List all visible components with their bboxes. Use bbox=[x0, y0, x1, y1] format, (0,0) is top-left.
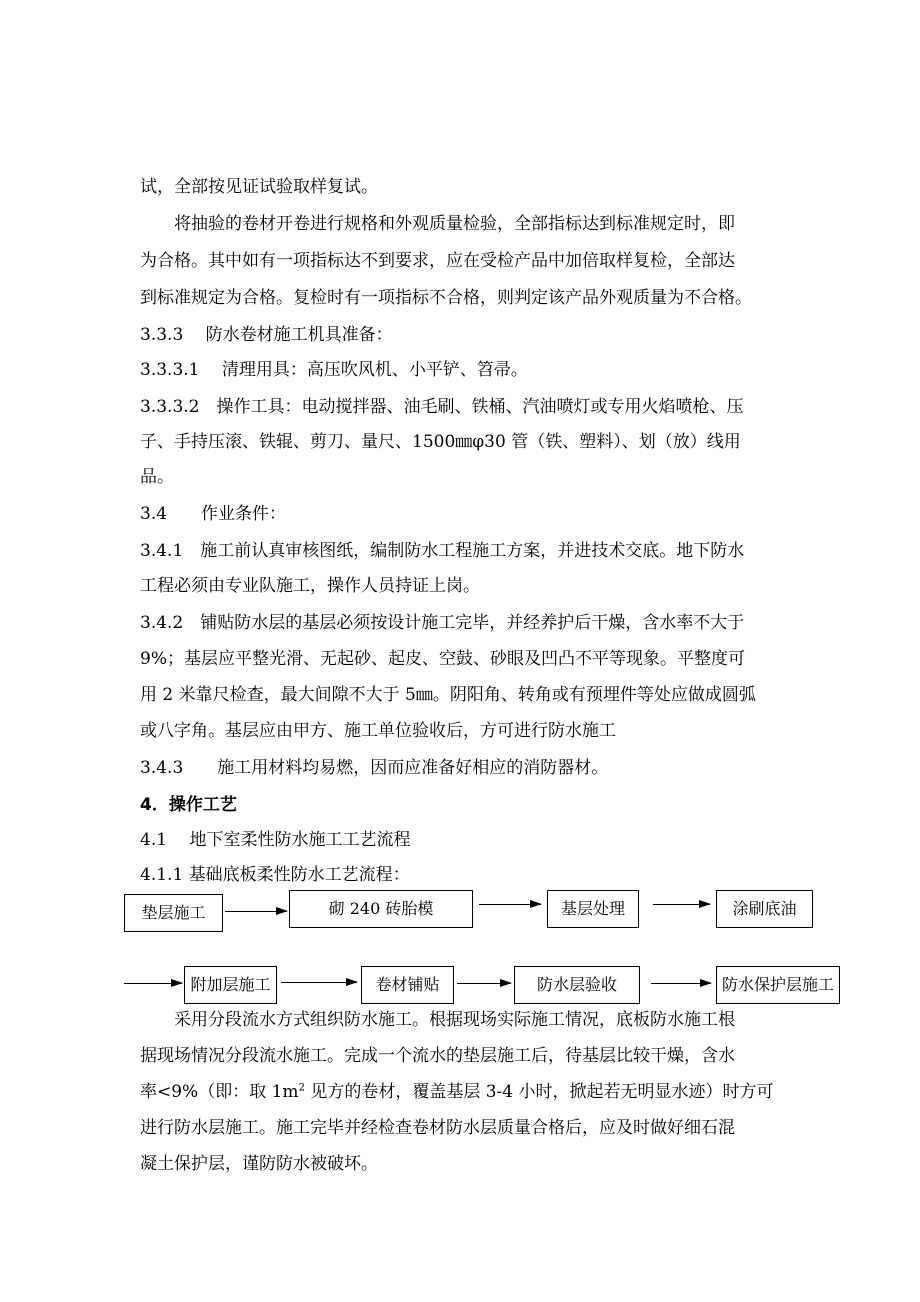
flow-step-7 bbox=[514, 966, 640, 1004]
flow-arrow-icon bbox=[457, 983, 511, 984]
paragraph-line: 工程必须由专业队施工，操作人员持证上岗。 bbox=[140, 576, 480, 596]
superscript: 2 bbox=[298, 1082, 305, 1094]
paragraph-line: 子、手持压滚、铁辊、剪刀、量尺、1500㎜φ30 管（铁、塑料）、划（放）线用 bbox=[140, 432, 741, 452]
text-run: 率<9%（即：取 1m bbox=[140, 1082, 299, 1102]
paragraph-line: 将抽验的卷材开卷进行规格和外观质量检验，全部指标达到标准规定时，即 bbox=[174, 214, 735, 234]
section-3-4-3: 3.4.3 施工用材料均易燃，因而应准备好相应的消防器材。 bbox=[140, 758, 609, 778]
flow-arrow-icon bbox=[479, 904, 541, 905]
flow-step-label: 垫层施工 bbox=[141, 903, 206, 922]
flow-arrow-icon bbox=[281, 982, 357, 983]
section-heading-3-4: 3.4 作业条件： bbox=[140, 504, 287, 524]
paragraph-line: 凝土保护层，谨防防水被破坏。 bbox=[140, 1154, 378, 1174]
flow-arrow-icon bbox=[124, 983, 182, 984]
paragraph-line bbox=[140, 1080, 774, 1104]
flow-step-2 bbox=[289, 890, 473, 928]
flow-step-4 bbox=[716, 890, 813, 928]
flow-step-8 bbox=[716, 966, 840, 1004]
flow-step-6 bbox=[361, 966, 454, 1004]
section-3-3-3-1: 3.3.3.1 清理用具：高压吹风机、小平铲、笤帚。 bbox=[140, 360, 528, 380]
paragraph-line: 试，全部按见证试验取样复试。 bbox=[140, 177, 378, 197]
section-heading-3-3-3: 3.3.3 防水卷材施工机具准备： bbox=[140, 325, 393, 345]
paragraph-line: 到标准规定为合格。复检时有一项指标不合格，则判定该产品外观质量为不合格。 bbox=[140, 288, 752, 308]
paragraph-line: 采用分段流水方式组织防水施工。根据现场实际施工情况，底板防水施工根 bbox=[174, 1010, 735, 1030]
paragraph-line: 3.4.1 施工前认真审核图纸，编制防水工程施工方案，并进技术交底。地下防水 bbox=[140, 541, 745, 561]
paragraph-line: 品。 bbox=[140, 467, 174, 487]
paragraph-line: 或八字角。基层应由甲方、施工单位验收后，方可进行防水施工 bbox=[140, 721, 616, 741]
section-heading-4-1: 4.1 地下室柔性防水施工工艺流程 bbox=[140, 830, 411, 850]
flow-arrow-icon bbox=[653, 904, 710, 905]
flow-step-3 bbox=[547, 890, 639, 928]
paragraph-line: 据现场情况分段流水施工。完成一个流水的垫层施工后，待基层比较干燥，含水 bbox=[140, 1046, 735, 1066]
flow-step-1 bbox=[124, 894, 223, 932]
chapter-heading-4: 4．操作工艺 bbox=[140, 795, 237, 815]
flow-step-label: 防水保护层施工 bbox=[721, 975, 834, 994]
flow-arrow-icon bbox=[225, 911, 287, 912]
flow-step-label: 砌 240 砖胎模 bbox=[328, 899, 434, 918]
section-heading-4-1-1: 4.1.1 基础底板柔性防水工艺流程： bbox=[140, 865, 410, 885]
paragraph-line: 为合格。其中如有一项指标达不到要求，应在受检产品中加倍取样复检，全部达 bbox=[140, 251, 735, 271]
paragraph-line: 9%；基层应平整光滑、无起砂、起皮、空鼓、砂眼及凹凸不平等现象。平整度可 bbox=[140, 649, 745, 669]
paragraph-line: 3.3.3.2 操作工具：电动搅拌器、油毛刷、铁桶、汽油喷灯或专用火焰喷枪、压 bbox=[140, 397, 744, 417]
flow-arrow-icon bbox=[651, 983, 711, 984]
text-run: 见方的卷材，覆盖基层 3-4 小时，掀起若无明显水迹）时方可 bbox=[304, 1082, 774, 1102]
paragraph-line: 进行防水层施工。施工完毕并经检查卷材防水层质量合格后，应及时做好细石混 bbox=[140, 1118, 735, 1138]
flow-step-5 bbox=[184, 966, 277, 1004]
flow-step-label: 卷材铺贴 bbox=[375, 975, 440, 994]
flow-step-label: 基层处理 bbox=[560, 899, 625, 918]
flow-step-label: 附加层施工 bbox=[190, 975, 271, 994]
flow-step-label: 涂刷底油 bbox=[732, 899, 797, 918]
paragraph-line: 3.4.2 铺贴防水层的基层必须按设计施工完毕，并经养护后干燥，含水率不大于 bbox=[140, 613, 745, 633]
flow-step-label: 防水层验收 bbox=[536, 975, 617, 994]
paragraph-line: 用 2 米靠尺检查，最大间隙不大于 5㎜。阴阳角、转角或有预埋件等处应做成圆弧 bbox=[140, 685, 756, 705]
